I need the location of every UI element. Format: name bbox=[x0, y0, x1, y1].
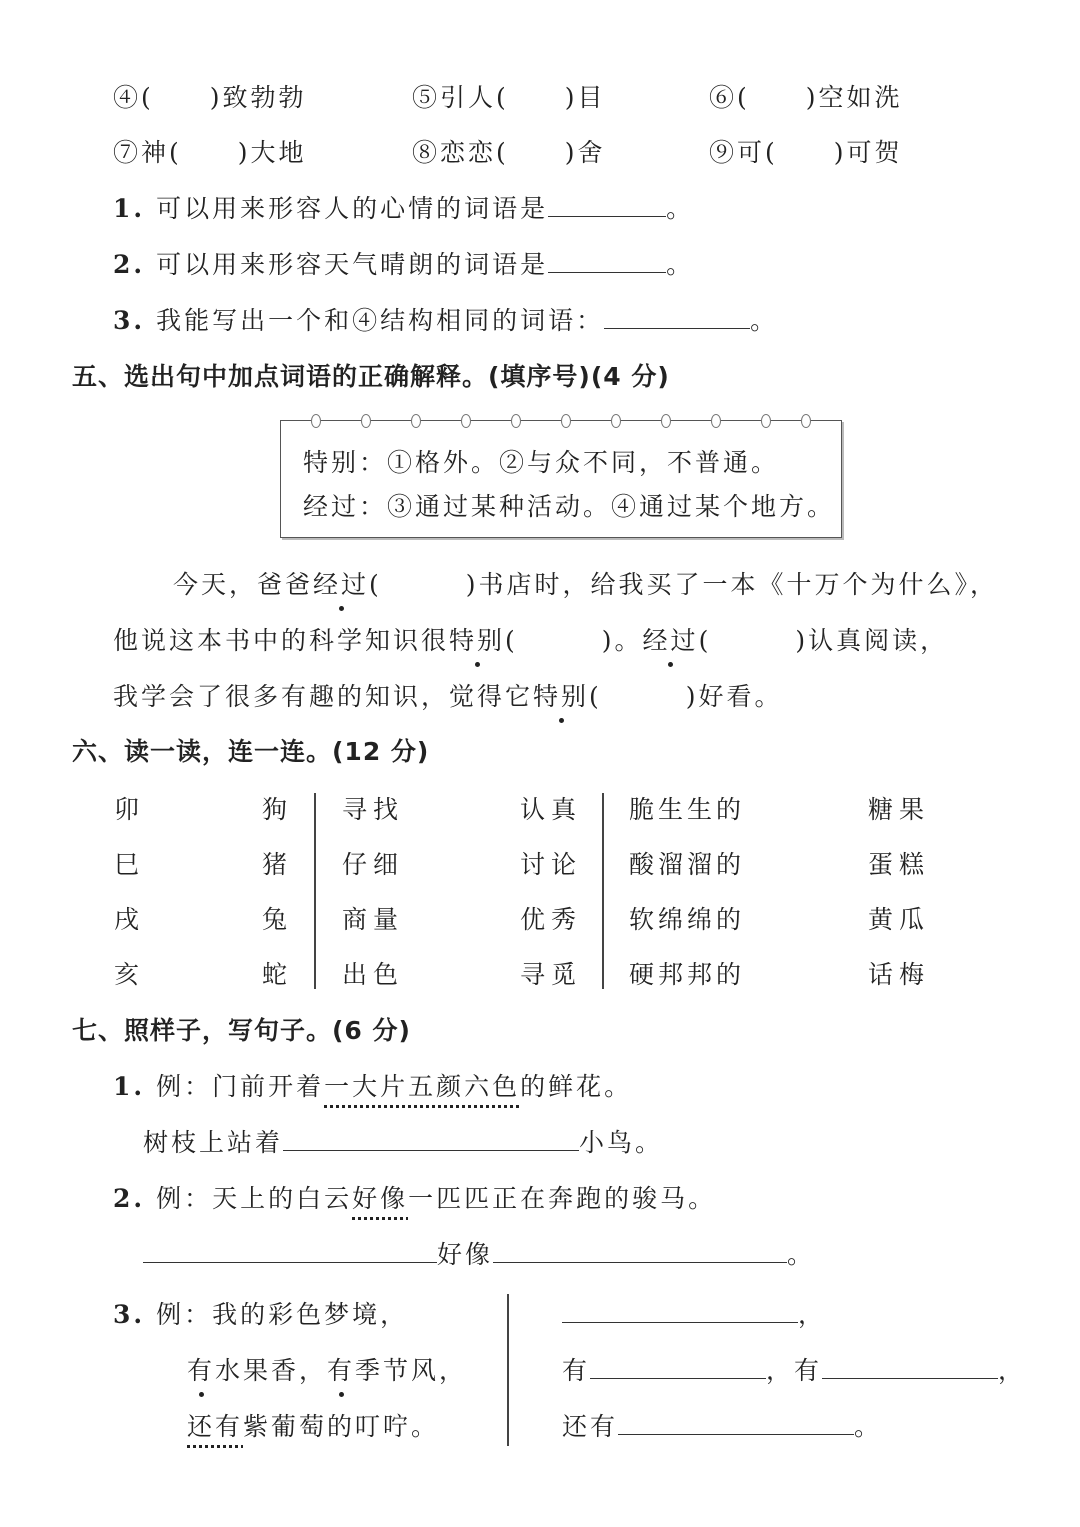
section-5-title: 五、选出句中加点词语的正确解释。(填序号)(4 分) bbox=[72, 362, 670, 391]
definition-box bbox=[280, 420, 842, 538]
zodiac-animal[interactable]: 猪 bbox=[262, 850, 294, 879]
zodiac-animal[interactable]: 蛇 bbox=[262, 960, 294, 989]
word-left[interactable]: 商量 bbox=[342, 905, 405, 934]
dotted-phrase: 一大片五颜六色 bbox=[324, 1072, 521, 1101]
idiom-question-2: 2. 可以用来形容天气晴朗的词语是 。 bbox=[113, 250, 695, 279]
zodiac-branch[interactable]: 卯 bbox=[114, 795, 146, 824]
food-noun[interactable]: 蛋糕 bbox=[868, 850, 931, 879]
synonym-word[interactable]: 寻觅 bbox=[520, 960, 583, 989]
dotted-phrase: 还有 bbox=[187, 1412, 244, 1441]
idiom-5: ⑤引人( )目 bbox=[412, 83, 606, 112]
synonym-word[interactable]: 讨论 bbox=[520, 850, 583, 879]
adjective[interactable]: 硬邦邦的 bbox=[629, 960, 746, 989]
exercise-2: 好像 。 bbox=[143, 1235, 815, 1271]
example-1: 1. 例：门前开着一大片五颜六色的鲜花。 bbox=[113, 1072, 633, 1101]
adjective[interactable]: 酸溜溜的 bbox=[629, 850, 746, 879]
divider bbox=[314, 793, 316, 989]
answer-blank[interactable] bbox=[548, 196, 666, 217]
food-noun[interactable]: 糖果 bbox=[868, 795, 931, 824]
zodiac-branch[interactable]: 亥 bbox=[114, 960, 146, 989]
example-3-line-1: 3. 例：我的彩色梦境， bbox=[113, 1300, 409, 1329]
section-6-title: 六、读一读，连一连。(12 分) bbox=[72, 737, 430, 766]
dotted-phrase: 好像 bbox=[352, 1184, 409, 1213]
word-left[interactable]: 出色 bbox=[342, 960, 405, 989]
adjective[interactable]: 软绵绵的 bbox=[629, 905, 746, 934]
idiom-question-1: 1. 可以用来形容人的心情的词语是 。 bbox=[113, 194, 695, 223]
answer-blank[interactable] bbox=[493, 1242, 787, 1263]
definition-jingguo: 经过：③通过某种活动。④通过某个地方。 bbox=[303, 492, 836, 521]
answer-blank[interactable] bbox=[562, 1302, 798, 1323]
answer-blank[interactable] bbox=[590, 1358, 766, 1379]
idiom-7: ⑦神( )大地 bbox=[113, 138, 307, 167]
dotted-word: 特别 bbox=[449, 626, 506, 655]
food-noun[interactable]: 话梅 bbox=[868, 960, 931, 989]
answer-blank[interactable] bbox=[604, 308, 750, 329]
idiom-6: ⑥( )空如洗 bbox=[709, 83, 903, 112]
zodiac-branch[interactable]: 巳 bbox=[114, 850, 146, 879]
example-2: 2. 例：天上的白云好像一匹匹正在奔跑的骏马。 bbox=[113, 1184, 717, 1213]
divider bbox=[507, 1294, 509, 1446]
zodiac-animal[interactable]: 兔 bbox=[262, 905, 294, 934]
dotted-word: 经过 bbox=[642, 626, 699, 655]
passage-line-1: 今天，爸爸经过( )书店时，给我买了一本《十万个为什么》， bbox=[173, 570, 999, 599]
answer-blank[interactable] bbox=[618, 1414, 854, 1435]
idiom-8: ⑧恋恋( )舍 bbox=[412, 138, 606, 167]
food-noun[interactable]: 黄瓜 bbox=[868, 905, 931, 934]
example-3-line-3: 还有紫葡萄的叮咛。 bbox=[187, 1412, 440, 1441]
dotted-word: 经过 bbox=[313, 570, 370, 599]
idiom-9: ⑨可( )可贺 bbox=[709, 138, 903, 167]
answer-blank[interactable] bbox=[283, 1130, 579, 1151]
passage-line-2: 他说这本书中的科学知识很特别( )。经过( )认真阅读， bbox=[113, 626, 949, 655]
synonym-word[interactable]: 优秀 bbox=[520, 905, 583, 934]
exercise-3-line-1: ， bbox=[562, 1295, 826, 1331]
exercise-3-line-3: 还有 。 bbox=[562, 1412, 883, 1441]
word-left[interactable]: 寻找 bbox=[342, 795, 405, 824]
idiom-question-3: 3. 我能写出一个和④结构相同的词语： 。 bbox=[113, 306, 779, 335]
section-7-title: 七、照样子，写句子。(6 分) bbox=[72, 1016, 411, 1045]
passage-line-3: 我学会了很多有趣的知识，觉得它特别( )好看。 bbox=[113, 682, 783, 711]
definition-tebie: 特别：①格外。②与众不同，不普通。 bbox=[303, 448, 780, 477]
adjective[interactable]: 脆生生的 bbox=[629, 795, 746, 824]
answer-blank[interactable] bbox=[822, 1358, 998, 1379]
exercise-3-line-2: 有 ，有 ， bbox=[562, 1356, 1027, 1385]
answer-blank[interactable] bbox=[548, 252, 666, 273]
zodiac-animal[interactable]: 狗 bbox=[262, 795, 294, 824]
divider bbox=[602, 793, 604, 989]
synonym-word[interactable]: 认真 bbox=[520, 795, 583, 824]
idiom-4: ④( )致勃勃 bbox=[113, 83, 307, 112]
answer-blank[interactable] bbox=[143, 1242, 437, 1263]
word-left[interactable]: 仔细 bbox=[342, 850, 405, 879]
dotted-word: 特别 bbox=[533, 682, 590, 711]
zodiac-branch[interactable]: 戌 bbox=[114, 905, 146, 934]
exercise-1: 树枝上站着 小鸟。 bbox=[143, 1128, 664, 1157]
example-3-line-2: 有水果香，有季节风， bbox=[187, 1356, 468, 1385]
